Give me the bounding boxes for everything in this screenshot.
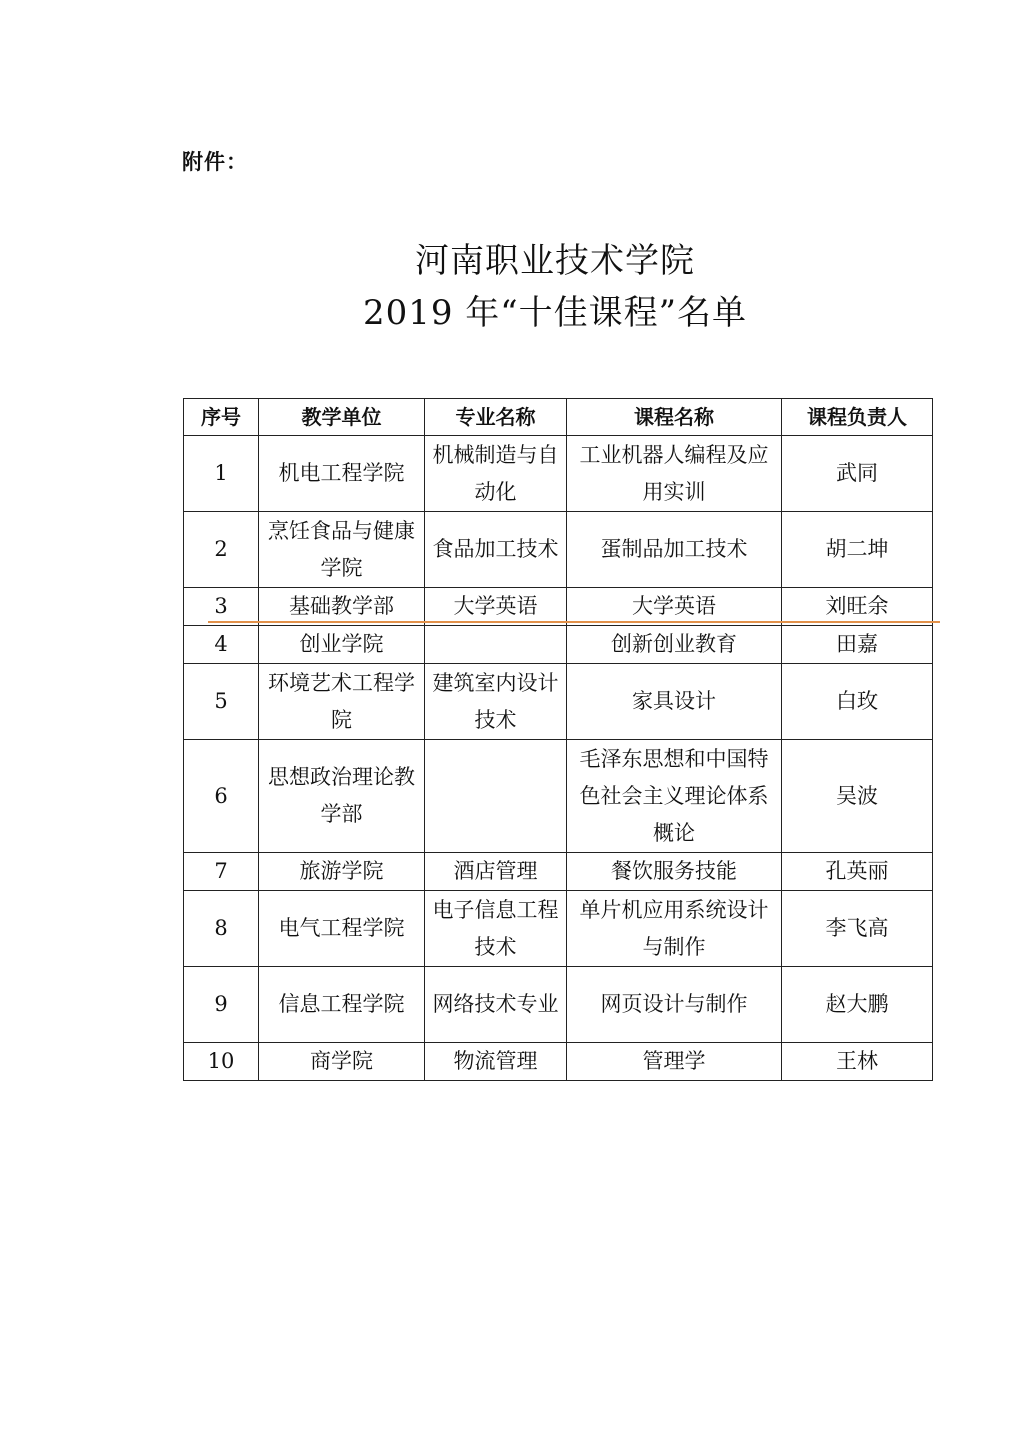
table-row bbox=[184, 664, 933, 740]
cell-major: 大学英语 bbox=[425, 588, 567, 626]
cell-course: 管理学 bbox=[567, 1043, 782, 1081]
attachment-label: 附件： bbox=[182, 150, 248, 174]
table-row bbox=[184, 626, 933, 664]
table-row bbox=[184, 967, 933, 1043]
cell-no: 7 bbox=[184, 853, 259, 891]
cell-leader: 田嘉 bbox=[782, 626, 933, 664]
table-row bbox=[184, 891, 933, 967]
table-row bbox=[184, 436, 933, 512]
cell-unit: 机电工程学院 bbox=[259, 436, 425, 512]
cell-course: 毛泽东思想和中国特色社会主义理论体系概论 bbox=[567, 740, 782, 853]
cell-leader: 李飞高 bbox=[782, 891, 933, 967]
cell-major: 电子信息工程技术 bbox=[425, 891, 567, 967]
cell-unit: 烹饪食品与健康学院 bbox=[259, 512, 425, 588]
cell-course: 网页设计与制作 bbox=[567, 967, 782, 1043]
cell-no: 3 bbox=[184, 588, 259, 626]
cell-major: 酒店管理 bbox=[425, 853, 567, 891]
cell-leader: 吴波 bbox=[782, 740, 933, 853]
document-title-list: 2019 年“十佳课程”名单 bbox=[362, 293, 748, 333]
document-title-institution: 河南职业技术学院 bbox=[415, 241, 695, 281]
table-row bbox=[184, 512, 933, 588]
cell-unit: 电气工程学院 bbox=[259, 891, 425, 967]
cell-major: 网络技术专业 bbox=[425, 967, 567, 1043]
table-row bbox=[184, 740, 933, 853]
cell-leader: 王林 bbox=[782, 1043, 933, 1081]
cell-no: 10 bbox=[184, 1043, 259, 1081]
cell-unit: 旅游学院 bbox=[259, 853, 425, 891]
cell-no: 5 bbox=[184, 664, 259, 740]
table-row bbox=[184, 1043, 933, 1081]
table-header-row bbox=[184, 399, 933, 436]
annotation-underline bbox=[208, 621, 940, 623]
cell-major bbox=[425, 626, 567, 664]
cell-no: 1 bbox=[184, 436, 259, 512]
cell-leader: 胡二坤 bbox=[782, 512, 933, 588]
header-no: 序号 bbox=[184, 399, 259, 436]
cell-major: 物流管理 bbox=[425, 1043, 567, 1081]
cell-unit: 环境艺术工程学院 bbox=[259, 664, 425, 740]
cell-no: 8 bbox=[184, 891, 259, 967]
table-row bbox=[184, 588, 933, 626]
cell-major: 机械制造与自动化 bbox=[425, 436, 567, 512]
cell-course: 大学英语 bbox=[567, 588, 782, 626]
cell-no: 9 bbox=[184, 967, 259, 1043]
cell-course: 创新创业教育 bbox=[567, 626, 782, 664]
cell-course: 蛋制品加工技术 bbox=[567, 512, 782, 588]
cell-leader: 刘旺余 bbox=[782, 588, 933, 626]
cell-course: 家具设计 bbox=[567, 664, 782, 740]
cell-no: 4 bbox=[184, 626, 259, 664]
cell-unit: 基础教学部 bbox=[259, 588, 425, 626]
cell-course: 工业机器人编程及应用实训 bbox=[567, 436, 782, 512]
header-course: 课程名称 bbox=[567, 399, 782, 436]
cell-unit: 商学院 bbox=[259, 1043, 425, 1081]
header-unit: 教学单位 bbox=[259, 399, 425, 436]
cell-unit: 信息工程学院 bbox=[259, 967, 425, 1043]
cell-unit: 思想政治理论教学部 bbox=[259, 740, 425, 853]
cell-major: 建筑室内设计技术 bbox=[425, 664, 567, 740]
cell-no: 6 bbox=[184, 740, 259, 853]
cell-major bbox=[425, 740, 567, 853]
cell-leader: 武同 bbox=[782, 436, 933, 512]
cell-no: 2 bbox=[184, 512, 259, 588]
cell-course: 餐饮服务技能 bbox=[567, 853, 782, 891]
cell-leader: 白玫 bbox=[782, 664, 933, 740]
cell-leader: 赵大鹏 bbox=[782, 967, 933, 1043]
header-leader: 课程负责人 bbox=[782, 399, 933, 436]
header-major: 专业名称 bbox=[425, 399, 567, 436]
table-row bbox=[184, 853, 933, 891]
cell-major: 食品加工技术 bbox=[425, 512, 567, 588]
cell-unit: 创业学院 bbox=[259, 626, 425, 664]
top-ten-courses-table bbox=[183, 398, 933, 1081]
cell-course: 单片机应用系统设计与制作 bbox=[567, 891, 782, 967]
cell-leader: 孔英丽 bbox=[782, 853, 933, 891]
